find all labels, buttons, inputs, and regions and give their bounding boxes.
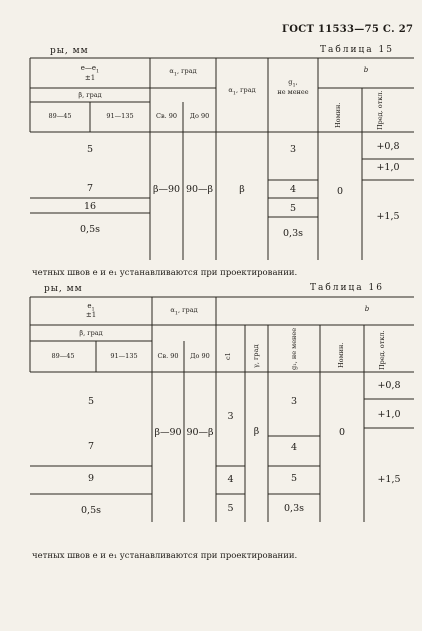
table16-unit-text: ры, мм	[44, 284, 83, 294]
t15-ee-value: 16	[83, 201, 97, 212]
t15-range1: 89—45	[48, 112, 72, 120]
t16-e-value: 9	[87, 473, 95, 484]
t15-sv90: Св. 90	[155, 112, 178, 120]
t16-g-value: 3	[290, 396, 298, 407]
t15-dev-value: +1,0	[376, 162, 400, 173]
t15-do90: До 90	[189, 112, 210, 120]
t15-alpha1-header: $\alpha_1$, град	[169, 67, 197, 78]
t16-alpha1-header: $\alpha_1$, град	[170, 306, 198, 317]
t16-e-value: 7	[87, 441, 95, 452]
t16-g-value: 5	[290, 473, 298, 484]
table16-caption: Таблица 16	[310, 283, 384, 293]
t16-b-header: b	[364, 305, 370, 313]
t15-beta-header: β, град	[78, 91, 102, 99]
t16-sv90: Св. 90	[157, 352, 179, 360]
page-header: ГОСТ 11533—75 С. 27	[282, 24, 414, 35]
t16-pred: Пред. откл.	[378, 330, 386, 370]
t16-nomin: Номин.	[337, 342, 345, 368]
t15-ee-value: 5	[86, 144, 94, 155]
t15-ee1-tolerance: ±1	[84, 74, 96, 82]
t15-ee1-header: $e—e_1$	[80, 64, 100, 75]
t16-c-value: 3	[227, 411, 234, 422]
t15-g-value: 3	[289, 144, 297, 155]
t16-g-value: 0,3s	[284, 503, 304, 514]
t15-g-value: 5	[289, 203, 297, 214]
t15-g1-note: не менее	[277, 88, 309, 96]
t15-ee-value: 0,5s	[80, 224, 100, 235]
t16-do90: До 90	[190, 352, 210, 360]
t15-g-value: 4	[289, 184, 297, 195]
t16-beta-header: β, град	[79, 329, 103, 337]
t16-90beta: 90—β	[186, 427, 214, 438]
t16-g-value: 4	[290, 442, 298, 453]
t16-range1: 89—45	[51, 352, 75, 360]
t16-e1-header: $e_1$	[87, 302, 95, 313]
t15-b-header: b	[363, 66, 369, 74]
t15-g-value: 0,3s	[283, 228, 303, 239]
t15-dev-value: +0,8	[376, 141, 400, 152]
t16-dev-value: +0,8	[377, 380, 401, 391]
t15-nomin: Номин.	[334, 102, 342, 128]
t15-alpha1-col-header: $\alpha_1$, град	[228, 86, 256, 97]
t15-range2: 91—135	[106, 112, 134, 120]
t16-dev-value: +1,5	[377, 474, 401, 485]
t15-ee-value: 7	[86, 183, 94, 194]
t15-beta: β	[239, 184, 245, 195]
t16-e-value: 5	[87, 396, 95, 407]
t16-gamma-value: β	[253, 426, 260, 437]
t15-g1-header: $g_1$,	[288, 78, 298, 89]
t16-range2: 91—135	[110, 352, 138, 360]
table15-unit-text: ры, мм	[50, 46, 89, 56]
t16-e-value: 0,5s	[81, 505, 101, 516]
table15-caption: Таблица 15	[320, 45, 394, 55]
t15-beta90: β—90	[152, 184, 181, 195]
t16-c-value: 5	[227, 503, 234, 514]
t16-g1-header: g₁, не менее	[290, 327, 298, 370]
t15-note: четных швов e и e₁ устанавливаются при проектировании.	[32, 268, 298, 278]
t16-nomin-value: 0	[338, 427, 346, 438]
t15-90beta: 90—β	[185, 184, 214, 195]
t16-note: четных швов e и e₁ устанавливаются при проектировании.	[32, 551, 298, 561]
t16-e1-tolerance: ±1	[85, 311, 97, 319]
t16-dev-value: +1,0	[377, 409, 401, 420]
t15-pred: Пред. откл.	[376, 90, 384, 130]
t15-dev-value: +1,5	[376, 211, 400, 222]
t16-gamma-header: γ, град	[252, 344, 260, 368]
t15-nomin-value: 0	[336, 186, 344, 197]
t16-c1-header: c1	[224, 352, 232, 360]
t16-beta90: β—90	[154, 427, 182, 438]
t16-c-value: 4	[227, 474, 234, 485]
